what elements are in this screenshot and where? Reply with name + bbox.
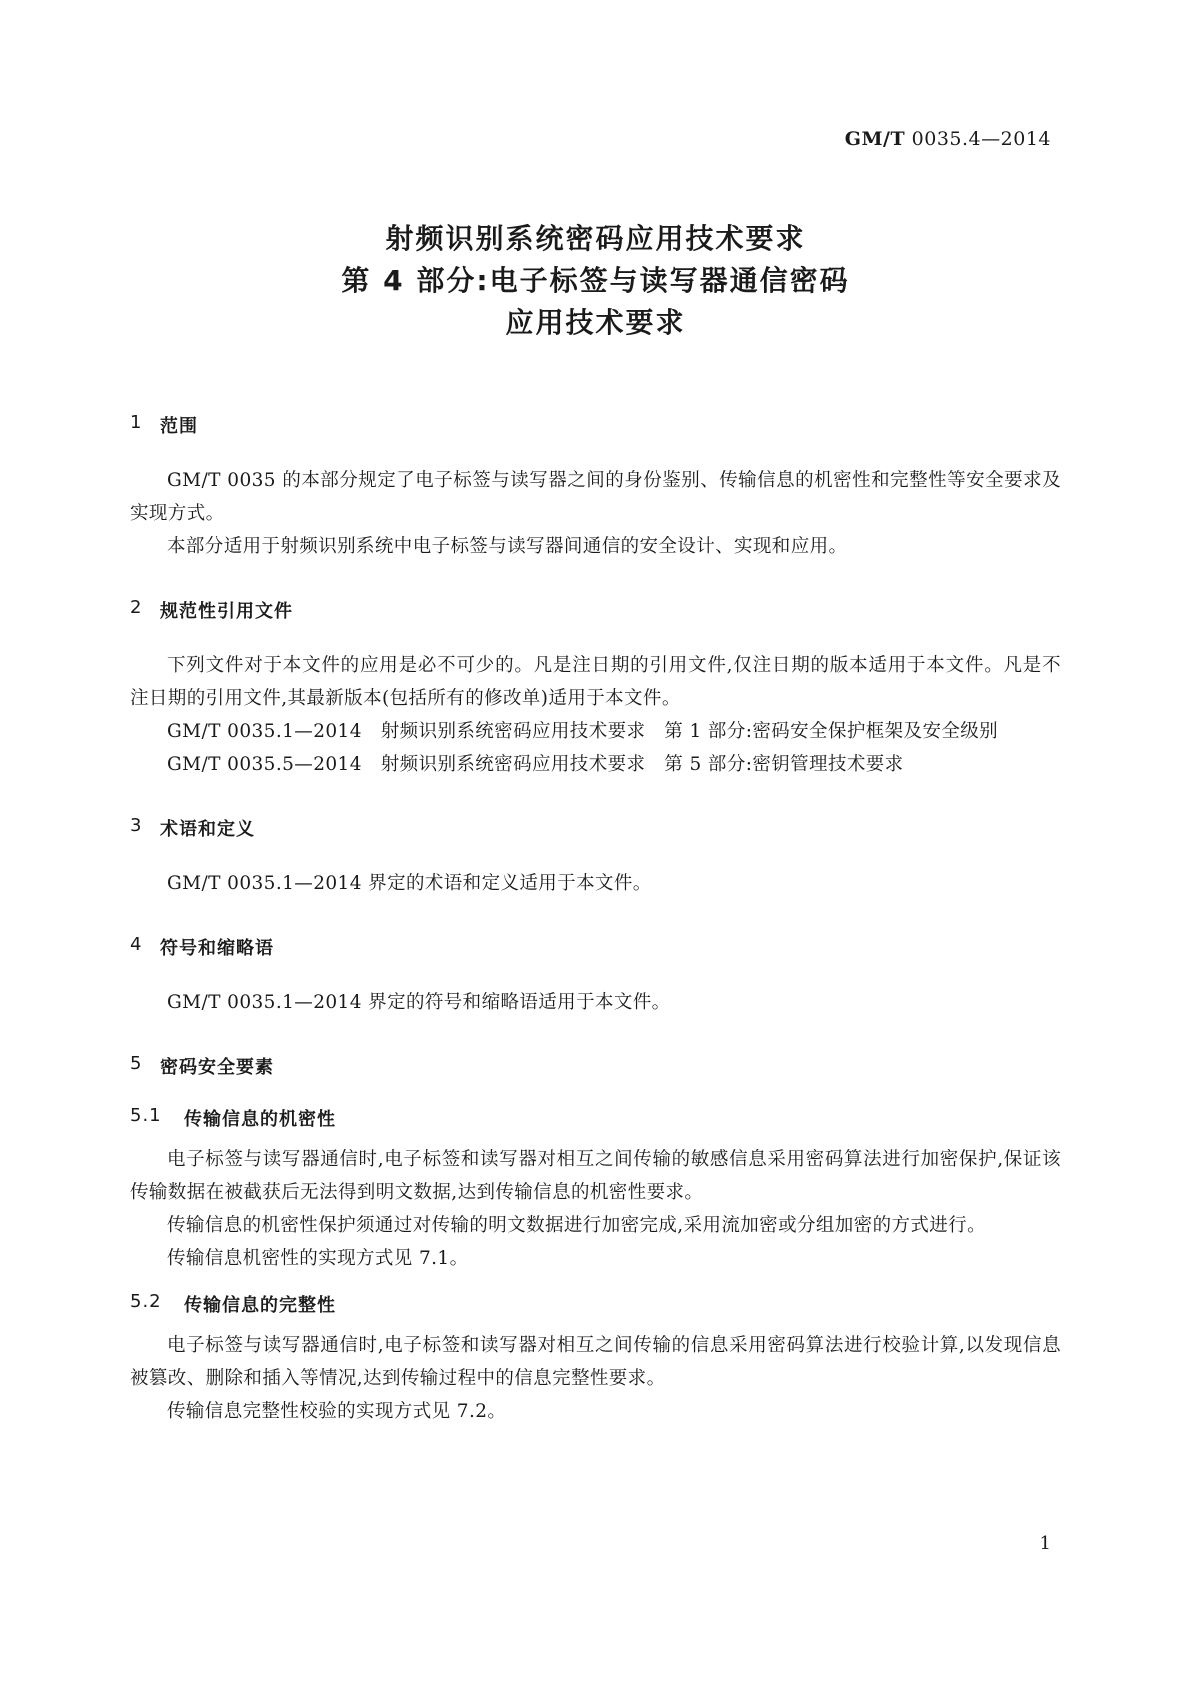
title-line-1: 射频识别系统密码应用技术要求 [385, 222, 806, 255]
subsection-title: 传输信息的机密性 [184, 1109, 336, 1130]
title-line-3: 应用技术要求 [505, 306, 686, 339]
section-title: 密码安全要素 [160, 1057, 274, 1078]
section-4-paragraph-1: GM/T 0035.1—2014 界定的符号和缩略语适用于本文件。 [167, 992, 671, 1013]
page-number: 1 [1039, 1533, 1051, 1554]
section-3-heading [130, 815, 1061, 841]
subsection-number: 5.2 [130, 1291, 162, 1312]
section-number: 3 [130, 815, 143, 836]
section-title: 范围 [160, 416, 198, 437]
subsection-5-1-paragraph-1: 电子标签与读写器通信时,电子标签和读写器对相互之间传输的敏感信息采用密码算法进行加密保护,保证该传输数据在被截获后无法得到明文数据,达到传输信息的机密性要求。 [130, 1149, 1061, 1203]
subsection-number: 5.1 [130, 1105, 162, 1126]
section-number: 2 [130, 597, 143, 618]
section-title: 符号和缩略语 [160, 938, 274, 959]
section-2-reference-1: GM/T 0035.1—2014 射频识别系统密码应用技术要求 第 1 部分:密码安全保护框架及安全级别 [167, 721, 999, 742]
subsection-5-1-paragraph-2: 传输信息的机密性保护须通过对传输的明文数据进行加密完成,采用流加密或分组加密的方式进行。 [167, 1215, 986, 1236]
section-4-heading [130, 934, 1061, 960]
section-number: 5 [130, 1053, 143, 1074]
standard-code-number: 0035.4—2014 [911, 128, 1051, 150]
section-2-reference-2: GM/T 0035.5—2014 射频识别系统密码应用技术要求 第 5 部分:密钥管理技术要求 [167, 754, 904, 775]
section-number: 4 [130, 934, 143, 955]
document-body [130, 412, 1061, 1428]
title-line-2: 第 4 部分:电子标签与读写器通信密码 [341, 264, 850, 297]
section-number: 1 [130, 412, 143, 433]
subsection-5-1-heading [130, 1105, 1061, 1131]
document-title [0, 218, 1191, 344]
section-title: 规范性引用文件 [160, 601, 293, 622]
subsection-title: 传输信息的完整性 [184, 1295, 336, 1316]
subsection-5-1-paragraph-3: 传输信息机密性的实现方式见 7.1。 [167, 1248, 469, 1269]
section-2-heading [130, 597, 1061, 623]
standard-code [845, 128, 1051, 150]
section-1-heading [130, 412, 1061, 438]
section-title: 术语和定义 [160, 819, 255, 840]
section-2-paragraph-1: 下列文件对于本文件的应用是必不可少的。凡是注日期的引用文件,仅注日期的版本适用于本文件。凡是不注日期的引用文件,其最新版本(包括所有的修改单)适用于本文件。 [130, 655, 1061, 709]
standard-code-prefix: GM/T [844, 128, 906, 150]
subsection-5-2-paragraph-1: 电子标签与读写器通信时,电子标签和读写器对相互之间传输的信息采用密码算法进行校验计算,以发现信息被篡改、删除和插入等情况,达到传输过程中的信息完整性要求。 [130, 1335, 1061, 1389]
section-1-paragraph-2: 本部分适用于射频识别系统中电子标签与读写器间通信的安全设计、实现和应用。 [167, 536, 848, 557]
subsection-5-2-heading [130, 1291, 1061, 1317]
section-1-paragraph-1: GM/T 0035 的本部分规定了电子标签与读写器之间的身份鉴别、传输信息的机密性和完整性等安全要求及实现方式。 [130, 470, 1061, 524]
section-3-paragraph-1: GM/T 0035.1—2014 界定的术语和定义适用于本文件。 [167, 873, 652, 894]
section-5-heading [130, 1053, 1061, 1079]
subsection-5-2-paragraph-2: 传输信息完整性校验的实现方式见 7.2。 [167, 1401, 507, 1422]
